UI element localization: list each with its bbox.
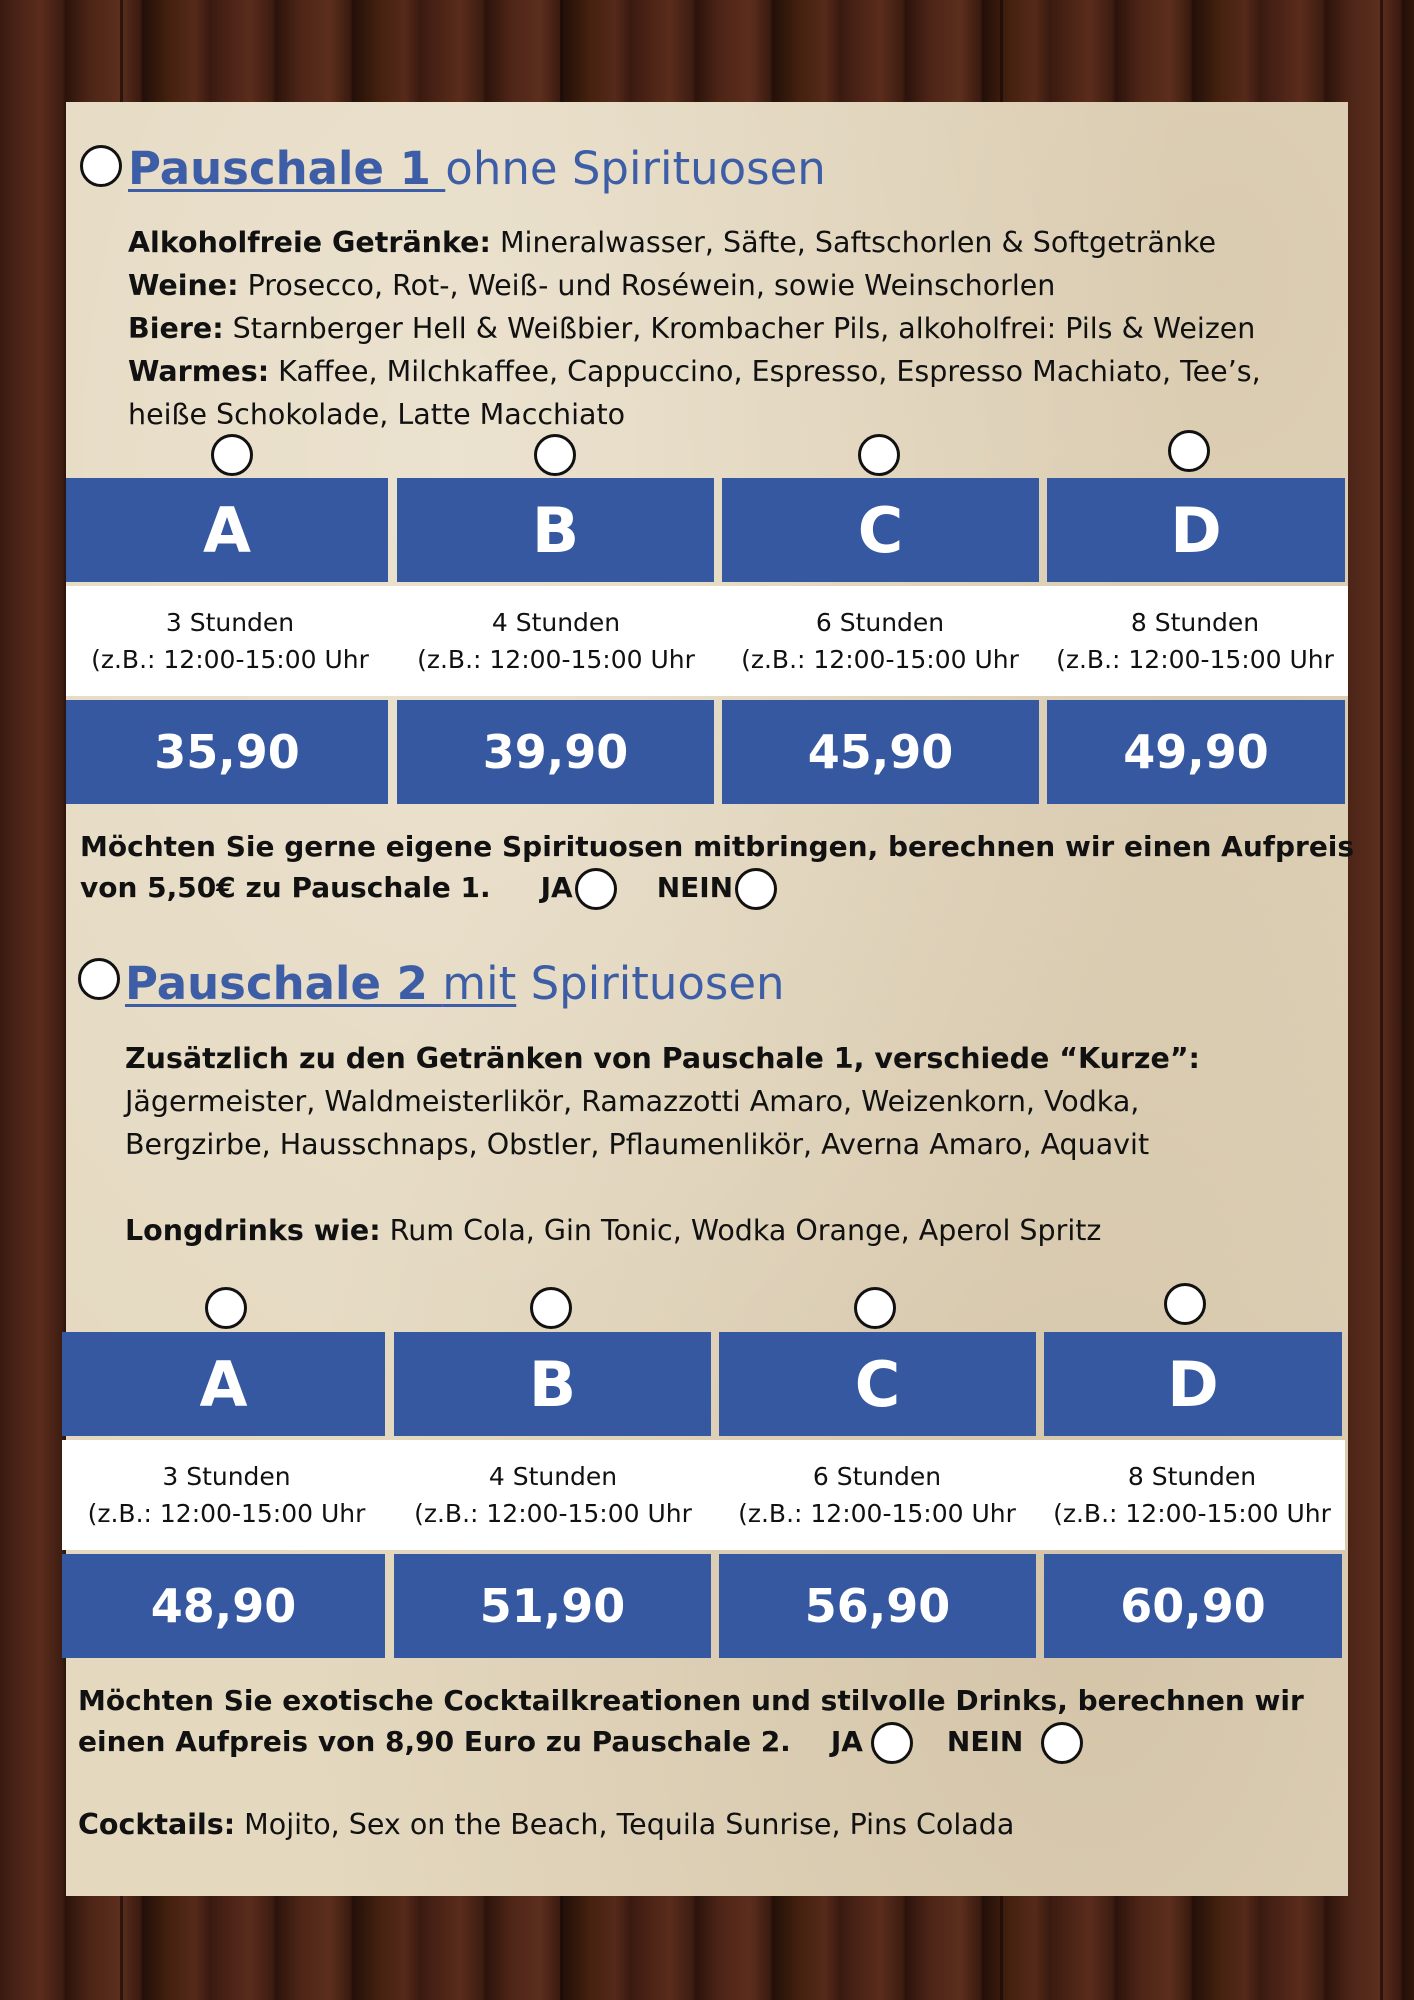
option-c-duration: 6 Stunden (z.B.: 12:00-15:00 Uhr: [718, 586, 1042, 696]
desc-line: Alkoholfreie Getränke: Mineralwasser, Säfte, Saftschorlen & Softgetränke: [128, 226, 1217, 259]
option-d-price: 60,90: [1044, 1554, 1342, 1658]
pauschale-1-surcharge-note: [80, 826, 1354, 910]
pauschale-2-surcharge-note: [78, 1680, 1304, 1764]
surcharge-1-yes-radio[interactable]: [575, 868, 617, 910]
pauschale-2-option-d-radio[interactable]: [1164, 1283, 1206, 1325]
pauschale-2-title: [125, 957, 785, 1010]
desc-line: Bergzirbe, Hausschnaps, Obstler, Pflaumenlikör, Averna Amaro, Aquavit: [125, 1128, 1150, 1161]
title-mid: mit: [442, 957, 517, 1010]
desc-line: Weine: Prosecco, Rot-, Weiß- und Roséwein, sowie Weinschorlen: [128, 269, 1056, 302]
option-c-header: C: [722, 478, 1039, 582]
option-a-duration: 3 Stunden (z.B.: 12:00-15:00 Uhr: [62, 1440, 391, 1550]
option-b-price: 51,90: [394, 1554, 711, 1658]
option-d-price: 49,90: [1047, 700, 1345, 804]
option-d-header: D: [1044, 1332, 1342, 1436]
cocktails-list: [78, 1803, 1014, 1846]
surcharge-2-no-radio[interactable]: [1041, 1722, 1083, 1764]
option-b-header: B: [394, 1332, 711, 1436]
pauschale-1-description: [128, 221, 1261, 436]
surcharge-1-no-radio[interactable]: [735, 868, 777, 910]
option-d-duration: 8 Stunden (z.B.: 12:00-15:00 Uhr: [1039, 1440, 1345, 1550]
option-c-price: 45,90: [722, 700, 1039, 804]
option-b-price: 39,90: [397, 700, 714, 804]
cocktails-label: Cocktails:: [78, 1808, 236, 1841]
option-d-duration: 8 Stunden (z.B.: 12:00-15:00 Uhr: [1042, 586, 1348, 696]
option-d-header: D: [1047, 478, 1345, 582]
option-a-price: 35,90: [66, 700, 388, 804]
desc-line: Jägermeister, Waldmeisterlikör, Ramazzotti Amaro, Weizenkorn, Vodka,: [125, 1085, 1140, 1118]
pauschale-1-option-d-radio[interactable]: [1168, 430, 1210, 472]
title-bold: Pauschale 1: [128, 142, 431, 195]
desc-line: heiße Schokolade, Latte Macchiato: [128, 398, 626, 431]
pauschale-1-option-b-radio[interactable]: [534, 434, 576, 476]
pauschale-2-option-b-radio[interactable]: [530, 1287, 572, 1329]
option-a-header: A: [66, 478, 388, 582]
option-c-price: 56,90: [719, 1554, 1036, 1658]
wood-seam: [1380, 0, 1383, 2000]
cocktails-text: Mojito, Sex on the Beach, Tequila Sunrise, Pins Colada: [244, 1808, 1015, 1841]
yes-label: JA: [830, 1725, 863, 1758]
note-line: Möchten Sie gerne eigene Spirituosen mitbringen, berechnen wir einen Aufpreis: [80, 830, 1355, 863]
option-a-duration: 3 Stunden (z.B.: 12:00-15:00 Uhr: [66, 586, 394, 696]
pauschale-2-option-a-radio[interactable]: [205, 1287, 247, 1329]
option-c-duration: 6 Stunden (z.B.: 12:00-15:00 Uhr: [715, 1440, 1039, 1550]
no-label: NEIN: [656, 871, 734, 904]
desc-line: Longdrinks wie: Rum Cola, Gin Tonic, Wodka Orange, Aperol Spritz: [125, 1214, 1102, 1247]
pauschale-2-description: [125, 1037, 1200, 1252]
yes-label: JA: [540, 871, 573, 904]
desc-line: Warmes: Kaffee, Milchkaffee, Cappuccino, Espresso, Espresso Machiato, Tee’s,: [128, 355, 1261, 388]
note-line: einen Aufpreis von 8,90 Euro zu Pauschale 2. JA NEIN: [78, 1721, 1304, 1764]
option-b-duration: 4 Stunden (z.B.: 12:00-15:00 Uhr: [391, 1440, 715, 1550]
option-c-header: C: [719, 1332, 1036, 1436]
note-line: Möchten Sie exotische Cocktailkreationen und stilvolle Drinks, berechnen wir: [78, 1684, 1304, 1717]
surcharge-2-yes-radio[interactable]: [871, 1722, 913, 1764]
pauschale-2-option-c-radio[interactable]: [854, 1287, 896, 1329]
pauschale-1-option-a-radio[interactable]: [211, 434, 253, 476]
desc-line: Zusätzlich zu den Getränken von Pauschale 1, verschiede “Kurze”:: [125, 1042, 1200, 1075]
title-bold: Pauschale 2: [125, 957, 428, 1010]
title-rest: Spirituosen: [530, 957, 785, 1010]
pauschale-1-select-radio[interactable]: [80, 145, 122, 187]
no-label: NEIN: [946, 1725, 1024, 1758]
note-line: von 5,50€ zu Pauschale 1. JA NEIN: [80, 867, 1354, 910]
option-b-header: B: [397, 478, 714, 582]
option-a-price: 48,90: [62, 1554, 385, 1658]
option-a-header: A: [62, 1332, 385, 1436]
title-rest: ohne Spirituosen: [445, 142, 826, 195]
desc-line: Biere: Starnberger Hell & Weißbier, Krombacher Pils, alkoholfrei: Pils & Weizen: [128, 312, 1256, 345]
option-b-duration: 4 Stunden (z.B.: 12:00-15:00 Uhr: [394, 586, 718, 696]
pauschale-2-select-radio[interactable]: [78, 958, 120, 1000]
pauschale-1-title: [128, 142, 826, 195]
pauschale-1-option-c-radio[interactable]: [858, 434, 900, 476]
